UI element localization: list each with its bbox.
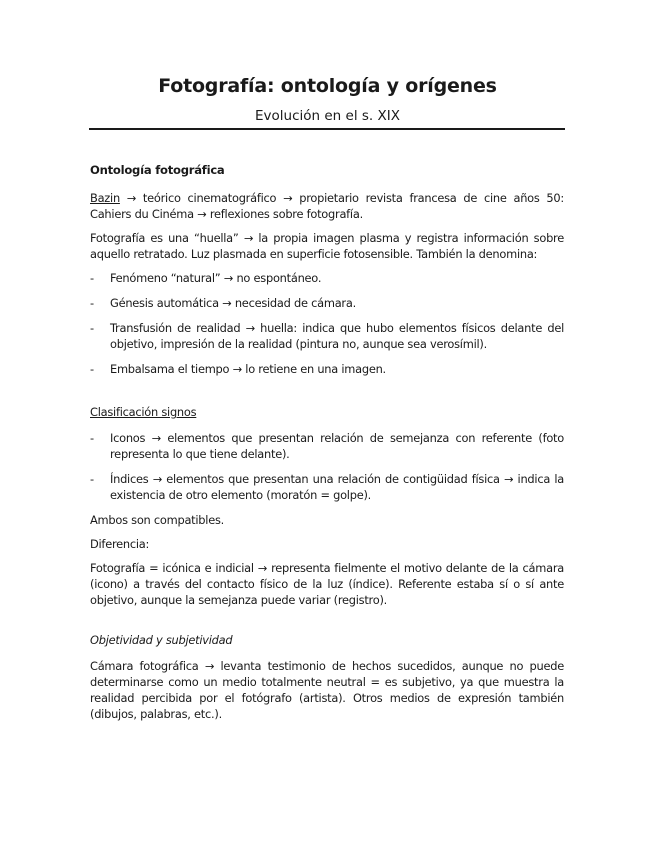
list-item: - Iconos → elementos que presentan relación de semejanza con referente (foto representa lo que tiene delante). [90, 430, 564, 462]
list-item: - Transfusión de realidad → huella: indica que hubo elementos físicos delante del objetivo, impresión de la realidad (pintura no, aunque sea verosímil). [90, 320, 564, 352]
list-item: - Fenómeno “natural” → no espontáneo. [90, 270, 564, 286]
title-divider [89, 128, 565, 130]
paragraph-diferencia-label: Diferencia: [90, 537, 150, 551]
list-item: - Génesis automática → necesidad de cámara. [90, 295, 564, 311]
section-heading-clasificacion: Clasificación signos [90, 405, 197, 419]
section-heading-objetividad: Objetividad y subjetividad [90, 633, 233, 647]
spacer [90, 386, 564, 404]
list-item: - Embalsama el tiempo → lo retiene en una imagen. [90, 361, 564, 377]
list-ontologia [90, 270, 564, 377]
document-body [90, 162, 564, 730]
page-title: Fotografía: ontología y orígenes [158, 75, 497, 97]
spacer [90, 616, 564, 632]
list-item: - Índices → elementos que presentan una relación de contigüidad física → indica la existencia de otro elemento (moratón = golpe). [90, 471, 564, 503]
page-subtitle: Evolución en el s. XIX [255, 108, 400, 124]
paragraph-diferencia: Fotografía = icónica e indicial → representa fielmente el motivo delante de la cámara (icono) a través del contacto físico de la luz (índice). Referente estaba sí o sí ante objetivo, aunque la semejanza puede variar (registro). [90, 561, 564, 607]
paragraph-bazin [90, 190, 564, 222]
section-heading-ontologia: Ontología fotográfica [90, 163, 225, 177]
paragraph-compatibles: Ambos son compatibles. [90, 513, 225, 527]
list-signos [90, 430, 564, 503]
paragraph-camara: Cámara fotográfica → levanta testimonio de hechos sucedidos, aunque no puede determinarse como un medio totalmente neutral = es subjetivo, ya que muestra la realidad percibida por el fotógrafo (artista). Otros medios de expresión también (dibujos, palabras, etc.). [90, 659, 564, 721]
paragraph-bazin-text: → teórico cinematográfico → propietario revista francesa de cine años 50: Cahiers du Cinéma → reflexiones sobre fotografía. [90, 191, 564, 221]
term-bazin: Bazin [90, 191, 120, 205]
paragraph-huella: Fotografía es una “huella” → la propia imagen plasma y registra información sobre aquello retratado. Luz plasmada en superficie fotosensible. También la denomina: [90, 231, 564, 261]
